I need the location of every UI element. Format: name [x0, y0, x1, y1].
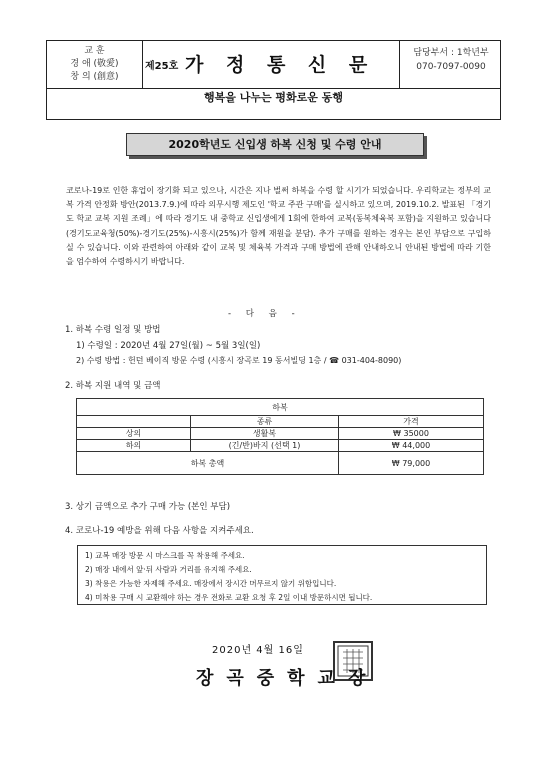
department: 담당부서 : 1학년부 [413, 48, 489, 58]
table-row [77, 440, 484, 452]
table-header: 종류 [191, 416, 339, 428]
school-slogan: 행복을 나누는 평화로운 동행 [204, 91, 343, 104]
section4-heading: 4. 코로나-19 예방을 위해 다음 사항을 지켜주세요. [65, 526, 254, 536]
precaution-item: 2) 매장 내에서 앞·뒤 사람과 거리를 유지해 주세요. [85, 565, 252, 574]
issue-date: 2020년 4월 16일 [212, 645, 304, 656]
table-cell: 상의 [77, 428, 191, 440]
precaution-item: 1) 교복 매장 방문 시 마스크를 꼭 착용해 주세요. [85, 551, 245, 560]
intro-paragraph: 코로나-19로 인한 휴업이 장기화 되고 있으나, 시간은 지나 벌써 하복을 수령 할 시기가 되었습니다. 우리학교는 정부의 교복 가격 안정화 방안(2013.7.9.)에 따라 의무시행 제도인 '학교 주관 구매'를 실시하고 있으며, 2019.10.2. 발표된 「경기도 학교 교복 지원 조례」에 따라 경기도 내 중학교 신입생에게 1회에 한하여 교복(동복체육복 포함)을 지원하고 있습니다(경기도교육청(50%)-경기도(25%)-시흥시(25%)가 함께 재원을 분담). 추가 구매를 원하는 경우는 본인 부담으로 구입하실 수 있습니다. 이와 관련하여 아래와 같이 교복 및 체육복 가격과 구매 방법에 관해 안내하오니 안내된 방법에 따라 기한을 엄수하여 수령하시기 바랍니다. [66, 186, 491, 267]
notice-title: 2020학년도 신입생 하복 신청 및 수령 안내 [126, 133, 424, 156]
motto-line: 교 훈 [84, 46, 105, 56]
receipt-method: 2) 수령 방법 : 헌던 베이직 방문 수령 (시흥시 장곡로 19 동서빌딩 1층 / ☎ 031-404-8090) [76, 356, 402, 365]
table-cell: 하의 [77, 440, 191, 452]
school-motto [47, 41, 143, 88]
header-top-row [47, 41, 500, 89]
table-cell: ₩ 35000 [339, 428, 484, 440]
total-label: 하복 총액 [77, 452, 339, 475]
table-row [77, 416, 484, 428]
precaution-item: 4) 미착용 구매 시 교환해야 하는 경우 전화로 교환 요청 후 2일 이내 방문하시면 됩니다. [85, 593, 373, 602]
newsletter-header [46, 40, 501, 120]
receipt-date: 1) 수령일 : 2020년 4월 27일(월) ~ 5월 3일(일) [76, 341, 261, 351]
motto-line: 경 애 (敬愛) [70, 59, 119, 69]
table-row [77, 452, 484, 475]
uniform-table [76, 398, 484, 475]
table-cell: 생활복 [191, 428, 339, 440]
issue-number: 제25호 [145, 61, 179, 72]
table-row [77, 399, 484, 416]
table-header: 가격 [339, 416, 484, 428]
section2-heading: 2. 하복 지원 내역 및 금액 [65, 381, 161, 391]
table-cell [77, 416, 191, 428]
newsletter-title: 가 정 통 신 문 [185, 54, 376, 76]
contact-info [399, 41, 502, 88]
table-row [77, 428, 484, 440]
principal-signature: 장곡중학교장 [196, 668, 379, 689]
section3-text: 3. 상기 금액으로 추가 구매 가능 (본인 부담) [65, 502, 231, 512]
phone-number: 070-7097-0090 [416, 62, 486, 72]
divider-label: - 다 음 - [228, 309, 301, 319]
section1-heading: 1. 하복 수령 일정 및 방법 [65, 325, 161, 335]
table-cell: ₩ 44,000 [339, 440, 484, 452]
table-caption: 하복 [77, 399, 484, 416]
precaution-item: 3) 착용은 가능한 자제해 주세요. 매장에서 장시간 머무르지 않기 위함입니다. [85, 579, 337, 588]
motto-line: 창 의 (創意) [70, 72, 119, 82]
table-cell: (긴/반)바지 (선택 1) [191, 440, 339, 452]
precautions-box [77, 545, 487, 605]
total-price: ₩ 79,000 [339, 452, 484, 475]
